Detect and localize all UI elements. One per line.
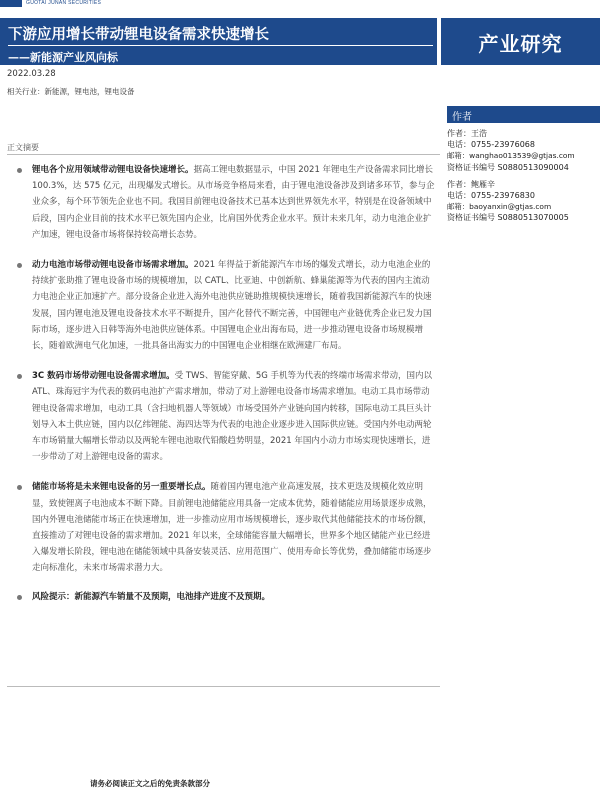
paragraph-text: 2021 年得益于新能源汽车市场的爆发式增长，动力电池企业的持续扩张助推了锂电设备市场的规模增加，以 CATL、比亚迪、中创新航、蜂巢能源等为代表的国内主流动力电池企业正加速扩产。部分设备企业进入海外电池供应链助推规模快速增长，随着我国新能源汽车的快速发展，国内锂电池及锂电设备技术水平不断提升，国产化替代不断完善，中国锂电产业链优秀企业已发力国际市场，逐步进入日韩等海外电池供应链体系。中国锂电企业出海布局，进一步推动锂电设备市场规模增长，随着欧洲电气化加速，一批具备出海实力的中国锂电企业相继在欧洲建厂布局。: [32, 260, 432, 352]
author-cert: 资格证书编号 S0880513090004: [447, 162, 569, 172]
report-title: 下游应用增长带动锂电设备需求快速增长: [8, 27, 269, 43]
paragraph-lead: 3C 数码市场带动锂电设备需求增加。: [32, 371, 175, 382]
summary-paragraph: [14, 257, 438, 354]
bullet-icon: [17, 485, 22, 490]
bullet-icon: [17, 374, 22, 379]
author-name: 作者：鲍雁辛: [447, 179, 495, 189]
related-industry: 相关行业：新能源，锂电池，锂电设备: [7, 87, 135, 96]
summary-paragraph: [14, 162, 438, 243]
bullet-icon: [17, 263, 22, 268]
title-banner: [0, 18, 437, 65]
summary-heading: 正文摘要: [7, 143, 39, 152]
summary-divider: [7, 154, 440, 155]
author-phone: 电话：0755-23976068: [447, 140, 535, 150]
summary-body: [14, 162, 438, 619]
report-subtitle: ——新能源产业风向标: [8, 51, 118, 64]
author-cert: 资格证书编号 S0880513070005: [447, 213, 569, 223]
paragraph-lead: 储能市场将是未来锂电设备的另一重要增长点。: [32, 482, 211, 493]
author-email: 邮箱：wanghao013539@gtjas.com: [447, 151, 575, 161]
paragraph-lead: 动力电池市场带动锂电设备市场需求增加。: [32, 260, 194, 271]
summary-paragraph: [14, 479, 438, 576]
paragraph-text: 据高工锂电数据显示，中国 2021 年锂电生产设备需求同比增长 100.3%，达 575 亿元，出现爆发式增长。从市场竞争格局来看，由于锂电池设备涉及到诸多环节，参与企业众多，每个环节领先企业也不同。我国目前锂电设备技术已基本达到世界领先水平，特别是在设备领域中后段，国内企业目前的技术水平已领先国内企业，比肩国外优秀企业水平。预计未来几年，动力电池企业扩产加速，锂电设备市场将保持较高增长态势。: [32, 165, 435, 240]
author-name: 作者：王浩: [447, 129, 487, 138]
risk-warning: [14, 589, 438, 605]
report-date: 2022.03.28: [7, 69, 56, 79]
risk-text: 风险提示：新能源汽车销量不及预期，电池排产进度不及预期。: [32, 591, 271, 602]
company-logo: [0, 0, 22, 7]
logo-strip: [0, 0, 600, 12]
bullet-icon: [17, 595, 22, 600]
author-phone: 电话：0755-23976830: [447, 191, 535, 201]
paragraph-text: 受 TWS、智能穿戴、5G 手机等为代表的终端市场需求带动，国内以 ATL、珠海冠宇为代表的数码电池扩产需求增加，带动了对上游锂电设备市场需求增加。电动工具市场带动锂电设备需求增加，电动工具（含扫地机器人等领域）市场受国外产业链向国内转移，国际电动工具巨头计划导入本土供应链，国内以亿纬锂能、海四达等为代表的电池企业逐步进入国际供应链。受国内外电动两轮车市场销量大幅增长带动以及两轮车锂电池取代铅酸趋势明显，2021 年国内小动力市场实现快速增长，进一步带动了对上游锂电设备的需求。: [32, 371, 433, 463]
title-divider: [8, 45, 433, 46]
bullet-icon: [17, 168, 22, 173]
report-type-label: 产业研究: [478, 32, 563, 56]
summary-end-divider: [7, 686, 440, 687]
company-name-en: GUOTAI JUNAN SECURITIES: [26, 0, 102, 6]
author-email: 邮箱：baoyanxin@gtjas.com: [447, 202, 552, 212]
report-type-badge: [441, 18, 600, 65]
author-card: [447, 128, 600, 173]
disclaimer-footer: 请务必阅读正文之后的免责条款部分: [90, 779, 210, 788]
author-card: [447, 179, 600, 224]
summary-paragraph: [14, 368, 438, 465]
paragraph-lead: 锂电各个应用领域带动锂电设备快速增长。: [32, 165, 194, 175]
author-panel-heading: 作者: [447, 106, 600, 123]
author-panel: [447, 106, 600, 224]
paragraph-text: 随着国内锂电池产业高速发展，技术更迭及规模化效应明显，致使锂离子电池成本不断下降。目前锂电池储能应用具备一定成本优势，随着储能应用场景逐步成熟，国内外锂电池储能市场正在快速增加，进一步推动应用市场规模增长，逐步取代其他储能技术的市场份额，直接推动了对锂电设备的需求增加。2021 年以来，全球储能容量大幅增长，世界多个地区储能产业已经进入爆发增长阶段，锂电池在储能领域中具备安装灵活、应用范围广、使用寿命长等优势，叠加储能市场逐步走向标准化，未来市场需求潜力大。: [32, 482, 432, 574]
